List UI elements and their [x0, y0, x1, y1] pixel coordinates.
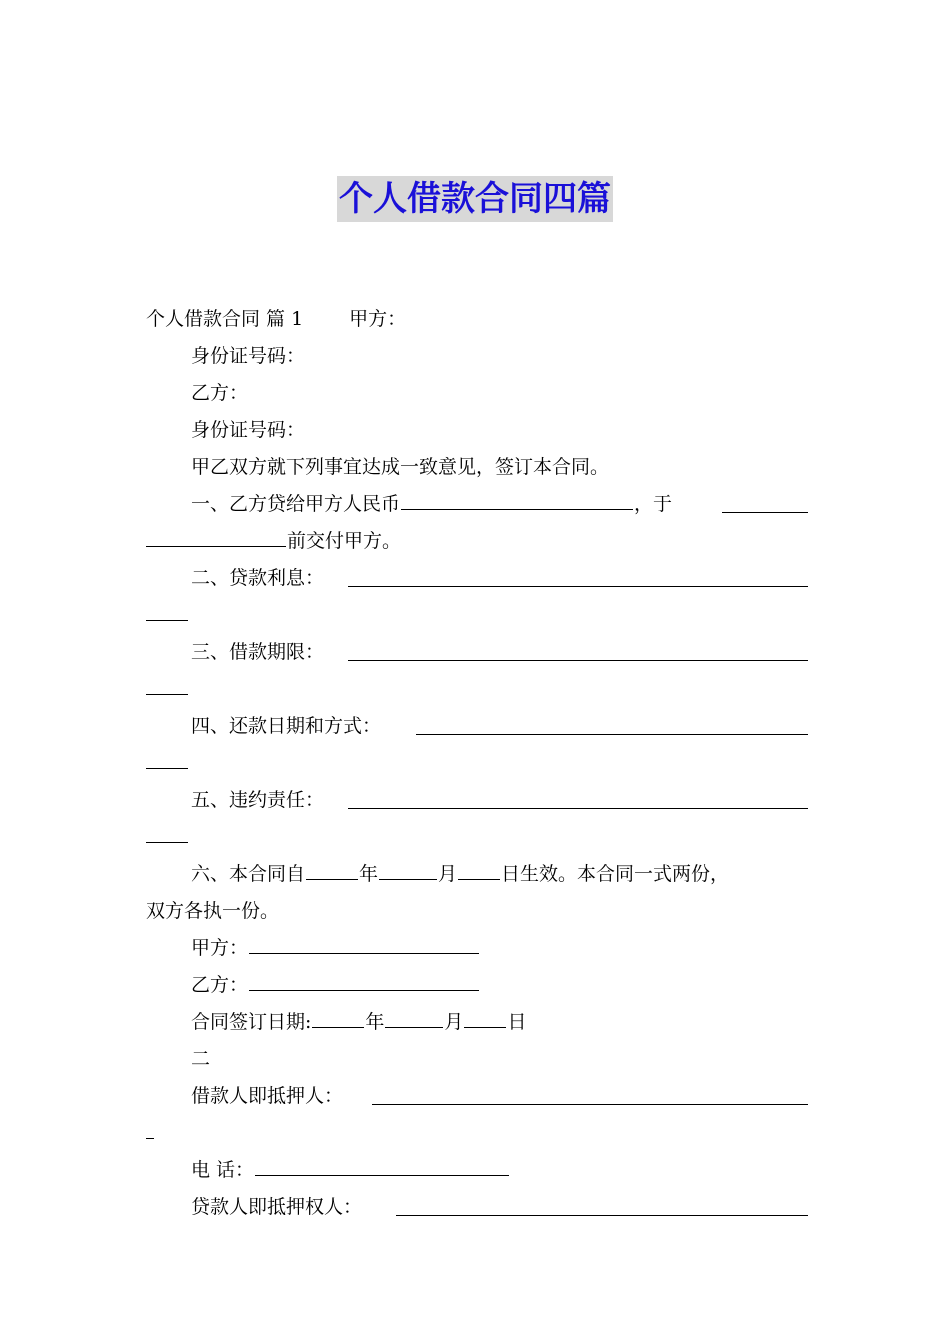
- sign-party-a-label: 甲方：: [191, 937, 249, 959]
- section-two-line: [146, 1041, 808, 1078]
- repayment-blank-cont[interactable]: [146, 746, 188, 769]
- document-title: 个人借款合同四篇: [337, 176, 613, 222]
- amount-blank[interactable]: [401, 487, 633, 510]
- clause-1-date-text: ，于: [634, 493, 673, 515]
- month-label: 月: [438, 863, 458, 885]
- party-b-label: 乙方：: [191, 382, 249, 404]
- sign-date-line: [146, 1004, 808, 1041]
- clause-1-text: 一、乙方贷给甲方人民币: [191, 493, 401, 515]
- clause-1-line: [146, 486, 808, 523]
- phone-label: 电 话：: [191, 1159, 255, 1181]
- sign-year-label: 年: [365, 1011, 385, 1033]
- sign-party-a-line: [146, 930, 808, 967]
- lender-blank[interactable]: [396, 1215, 808, 1216]
- clause-5-line: [146, 782, 808, 819]
- section-two-heading: 二: [191, 1048, 211, 1070]
- year-label: 年: [359, 863, 379, 885]
- sign-day-label: 日: [507, 1011, 527, 1033]
- party-a-label: 甲方：: [349, 308, 407, 330]
- id-number-b-line: [146, 412, 808, 449]
- effective-month-blank[interactable]: [379, 857, 437, 880]
- clause-5-text: 五、违约责任：: [191, 789, 325, 811]
- liability-blank-cont[interactable]: [146, 820, 188, 843]
- id-number-b-label: 身份证号码：: [191, 419, 306, 441]
- date-blank-1[interactable]: [722, 512, 808, 513]
- clause-3-cont: [146, 671, 808, 708]
- clause-2-line: [146, 560, 808, 597]
- sign-day-blank[interactable]: [464, 1005, 506, 1028]
- contract-heading: 个人借款合同 篇 1: [146, 308, 304, 330]
- clause-6-line: [146, 856, 808, 893]
- sign-date-label: 合同签订日期:: [191, 1011, 312, 1033]
- clause-6-cont-line: [146, 893, 808, 930]
- lender-line: [146, 1189, 808, 1226]
- borrower-blank-cont[interactable]: [146, 1116, 154, 1139]
- clause-1-cont-line: [146, 523, 808, 560]
- clause-6-cont-text: 双方各执一份。: [146, 900, 280, 922]
- phone-line: [146, 1152, 808, 1189]
- term-blank[interactable]: [348, 660, 808, 661]
- clause-3-text: 三、借款期限：: [191, 641, 325, 663]
- clause-2-text: 二、贷款利息：: [191, 567, 325, 589]
- effective-year-blank[interactable]: [306, 857, 358, 880]
- interest-blank[interactable]: [348, 586, 808, 587]
- borrower-label: 借款人即抵押人：: [191, 1085, 344, 1107]
- sign-month-label: 月: [444, 1011, 464, 1033]
- sign-party-b-label: 乙方：: [191, 974, 249, 996]
- clause-6-text: 六、本合同自: [191, 863, 306, 885]
- sign-party-a-blank[interactable]: [249, 931, 479, 954]
- borrower-blank[interactable]: [372, 1104, 808, 1105]
- id-number-a-label: 身份证号码：: [191, 345, 306, 367]
- agreement-line: [146, 449, 808, 486]
- clause-2-cont: [146, 597, 808, 634]
- party-b-line: [146, 375, 808, 412]
- sign-party-b-blank[interactable]: [249, 968, 479, 991]
- clause-4-cont: [146, 745, 808, 782]
- clause-4-line: [146, 708, 808, 745]
- contract-body: [146, 301, 808, 1226]
- liability-blank[interactable]: [348, 808, 808, 809]
- clause-6-effective-text: 日生效。本合同一式两份，: [501, 863, 730, 885]
- interest-blank-cont[interactable]: [146, 598, 188, 621]
- clause-1-cont-text: 前交付甲方。: [287, 530, 402, 552]
- clause-4-text: 四、还款日期和方式：: [191, 715, 382, 737]
- repayment-blank[interactable]: [416, 734, 808, 735]
- lender-label: 贷款人即抵押权人：: [191, 1196, 363, 1218]
- id-number-a-line: [146, 338, 808, 375]
- phone-blank[interactable]: [255, 1153, 509, 1176]
- contract-heading-line: [146, 301, 808, 338]
- borrower-cont: [146, 1115, 808, 1152]
- term-blank-cont[interactable]: [146, 672, 188, 695]
- sign-year-blank[interactable]: [312, 1005, 364, 1028]
- clause-3-line: [146, 634, 808, 671]
- sign-party-b-line: [146, 967, 808, 1004]
- clause-5-cont: [146, 819, 808, 856]
- effective-day-blank[interactable]: [458, 857, 500, 880]
- date-blank-2[interactable]: [146, 524, 286, 547]
- sign-month-blank[interactable]: [385, 1005, 443, 1028]
- document-title-wrap: [0, 176, 950, 222]
- agreement-text: 甲乙双方就下列事宜达成一致意见，签订本合同。: [191, 456, 610, 478]
- borrower-line: [146, 1078, 808, 1115]
